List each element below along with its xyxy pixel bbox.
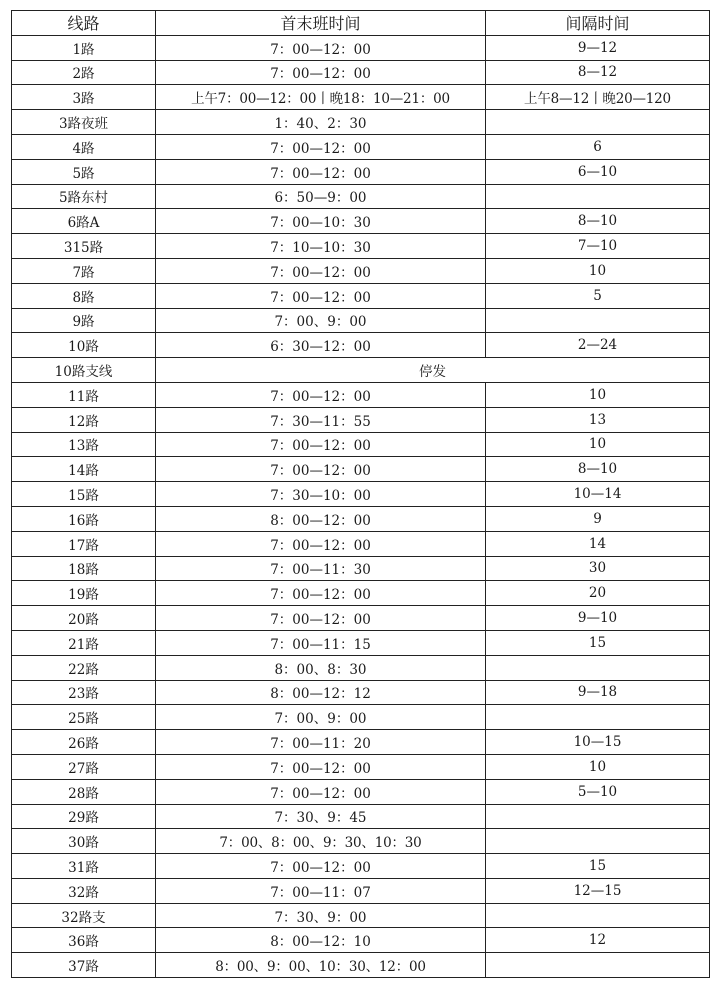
cell-interval [486,110,710,135]
cell-interval: 20 [486,581,710,606]
cell-line: 1路 [12,35,156,60]
table-row [12,283,710,308]
cell-time: 7：00—12：00 [156,283,486,308]
cell-interval: 10 [486,382,710,407]
table-row [12,358,710,383]
cell-time: 6：50—9：00 [156,184,486,209]
table-row [12,308,710,333]
table-row [12,581,710,606]
cell-interval [486,829,710,854]
table-row [12,209,710,234]
cell-time: 7：00—12：00 [156,432,486,457]
table-row [12,655,710,680]
cell-time: 7：00—11：15 [156,630,486,655]
table-row [12,705,710,730]
cell-line: 28路 [12,779,156,804]
cell-interval [486,953,710,978]
cell-interval: 12—15 [486,878,710,903]
cell-line: 9路 [12,308,156,333]
cell-time: 7：00—12：00 [156,35,486,60]
cell-interval: 10—14 [486,482,710,507]
cell-time: 7：00—12：00 [156,382,486,407]
cell-time: 8：00—12：12 [156,680,486,705]
bus-schedule-table [11,10,710,978]
cell-time: 7：10—10：30 [156,234,486,259]
cell-interval: 9—12 [486,35,710,60]
cell-line: 14路 [12,457,156,482]
cell-interval: 8—10 [486,209,710,234]
cell-interval: 6 [486,134,710,159]
cell-time: 7：30—10：00 [156,482,486,507]
table-row [12,382,710,407]
cell-line: 20路 [12,606,156,631]
header-time: 首末班时间 [156,11,486,36]
cell-time: 7：00—12：00 [156,258,486,283]
cell-time: 7：30、9：45 [156,804,486,829]
cell-line: 5路 [12,159,156,184]
table-row [12,258,710,283]
table-row [12,730,710,755]
cell-time: 7：00、8：00、9：30、10：30 [156,829,486,854]
cell-time: 7：00—12：00 [156,779,486,804]
table-row [12,829,710,854]
cell-time: 7：30、9：00 [156,903,486,928]
cell-line: 32路 [12,878,156,903]
table-row [12,407,710,432]
cell-line: 12路 [12,407,156,432]
cell-time: 8：00—12：00 [156,506,486,531]
cell-interval: 15 [486,630,710,655]
header-line: 线路 [12,11,156,36]
cell-time: 7：00—11：30 [156,556,486,581]
table-row [12,432,710,457]
cell-time: 7：30—11：55 [156,407,486,432]
cell-interval [486,184,710,209]
cell-time: 7：00—10：30 [156,209,486,234]
cell-line: 5路东村 [12,184,156,209]
cell-time: 7：00—11：20 [156,730,486,755]
cell-interval: 9—18 [486,680,710,705]
cell-interval: 5 [486,283,710,308]
cell-interval [486,903,710,928]
cell-time: 7：00、9：00 [156,308,486,333]
cell-time: 7：00—12：00 [156,854,486,879]
cell-time: 7：00—12：00 [156,531,486,556]
cell-line: 4路 [12,134,156,159]
cell-time: 7：00、9：00 [156,705,486,730]
cell-interval: 13 [486,407,710,432]
cell-interval: 上午8—12丨晚20—120 [486,85,710,110]
cell-interval: 10—15 [486,730,710,755]
cell-interval: 10 [486,258,710,283]
cell-line: 37路 [12,953,156,978]
cell-line: 17路 [12,531,156,556]
cell-line: 3路 [12,85,156,110]
cell-interval: 5—10 [486,779,710,804]
cell-time: 6：30—12：00 [156,333,486,358]
cell-line: 11路 [12,382,156,407]
cell-line: 22路 [12,655,156,680]
cell-line: 25路 [12,705,156,730]
cell-line: 10路支线 [12,358,156,383]
table-row [12,60,710,85]
cell-interval: 10 [486,754,710,779]
cell-line: 32路支 [12,903,156,928]
cell-line: 21路 [12,630,156,655]
table-row [12,35,710,60]
table-row [12,903,710,928]
cell-line: 2路 [12,60,156,85]
cell-time: 1：40、2：30 [156,110,486,135]
cell-line: 30路 [12,829,156,854]
cell-line: 10路 [12,333,156,358]
cell-time: 上午7：00—12：00丨晚18：10—21：00 [156,85,486,110]
cell-line: 18路 [12,556,156,581]
cell-time: 8：00、9：00、10：30、12：00 [156,953,486,978]
cell-line: 29路 [12,804,156,829]
cell-time: 7：00—11：07 [156,878,486,903]
cell-line: 31路 [12,854,156,879]
table-row [12,85,710,110]
cell-line: 26路 [12,730,156,755]
cell-time: 7：00—12：00 [156,60,486,85]
cell-time: 8：00、8：30 [156,655,486,680]
cell-time: 8：00—12：10 [156,928,486,953]
table-row [12,234,710,259]
table-row [12,531,710,556]
table-row [12,779,710,804]
cell-interval: 12 [486,928,710,953]
cell-interval [486,804,710,829]
table-row [12,333,710,358]
cell-line: 6路A [12,209,156,234]
table-row [12,184,710,209]
table-row [12,630,710,655]
cell-interval: 15 [486,854,710,879]
cell-line: 13路 [12,432,156,457]
table-body [12,35,710,977]
cell-time: 7：00—12：00 [156,606,486,631]
cell-line: 15路 [12,482,156,507]
cell-time: 7：00—12：00 [156,134,486,159]
cell-interval [486,705,710,730]
cell-line: 27路 [12,754,156,779]
cell-line: 8路 [12,283,156,308]
cell-line: 19路 [12,581,156,606]
cell-interval: 30 [486,556,710,581]
cell-interval [486,655,710,680]
cell-interval: 7—10 [486,234,710,259]
table-row [12,556,710,581]
cell-interval [486,308,710,333]
cell-line: 23路 [12,680,156,705]
table-row [12,953,710,978]
cell-interval: 6—10 [486,159,710,184]
header-interval: 间隔时间 [486,11,710,36]
table-row [12,606,710,631]
cell-time: 7：00—12：00 [156,754,486,779]
cell-interval: 8—10 [486,457,710,482]
cell-line: 7路 [12,258,156,283]
table-row [12,159,710,184]
cell-interval: 14 [486,531,710,556]
table-row [12,506,710,531]
table-row [12,878,710,903]
cell-interval: 2—24 [486,333,710,358]
cell-interval: 9 [486,506,710,531]
cell-interval: 9—10 [486,606,710,631]
cell-time: 7：00—12：00 [156,159,486,184]
table-row [12,928,710,953]
table-row [12,680,710,705]
cell-line: 3路夜班 [12,110,156,135]
cell-line: 16路 [12,506,156,531]
header-row [12,11,710,36]
cell-line: 315路 [12,234,156,259]
table-row [12,110,710,135]
table-row [12,854,710,879]
cell-interval: 10 [486,432,710,457]
cell-time: 7：00—12：00 [156,457,486,482]
cell-line: 36路 [12,928,156,953]
cell-time: 停发 [156,358,710,383]
cell-time: 7：00—12：00 [156,581,486,606]
table-row [12,804,710,829]
cell-interval: 8—12 [486,60,710,85]
table-row [12,134,710,159]
table-row [12,482,710,507]
table-row [12,754,710,779]
schedule-table-wrapper [11,10,709,978]
table-row [12,457,710,482]
